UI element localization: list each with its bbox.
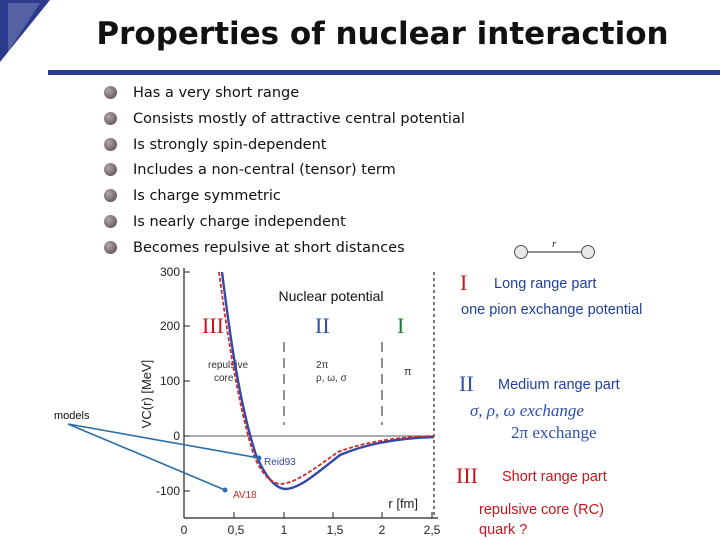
y-tick-label: 200 (159, 319, 180, 333)
part3-line2: quark ? (479, 522, 528, 538)
region-numeral-long: I (397, 313, 405, 338)
part3-line1: repulsive core (RC) (479, 502, 604, 518)
plot-caption: Nuclear potential (278, 288, 384, 304)
bullet-text: Includes a non-central (tensor) term (133, 162, 396, 179)
bullet-text: Becomes repulsive at short distances (133, 239, 405, 256)
bullet-text: Consists mostly of attractive central potential (133, 110, 465, 127)
bullet-text: Is charge symmetric (133, 188, 281, 205)
nucleon-icon (582, 246, 595, 259)
region-numeral-short: III (202, 313, 224, 338)
part2-line2: 2π exchange (511, 423, 597, 442)
y-tick-marks (184, 272, 190, 491)
x-tick-marks (184, 512, 432, 518)
x-tick-label: 0,5 (227, 523, 245, 537)
part2-heading: Medium range part (498, 377, 620, 393)
slide-title: Properties of nuclear interaction (96, 16, 669, 52)
part1-heading: Long range part (494, 276, 597, 292)
y-tick-label: 100 (159, 374, 180, 388)
pion-distance-label: r (552, 238, 557, 250)
region-numeral-medium: II (315, 313, 330, 338)
repulsive-core-label: repulsive (208, 360, 249, 371)
part1-numeral: I (460, 270, 468, 295)
long-range-label: π (404, 366, 412, 378)
models-arrow (68, 424, 225, 490)
x-tick-label: 2 (378, 523, 386, 537)
arrow-tip (257, 456, 262, 461)
x-tick-label: 0 (180, 523, 188, 537)
bullet-text: Is nearly charge independent (133, 213, 346, 230)
part3-numeral: III (456, 463, 478, 488)
y-tick-label: 0 (173, 429, 180, 443)
bullet-text: Is strongly spin-dependent (133, 136, 327, 153)
medium-range-label: ρ, ω, σ (316, 373, 347, 384)
arrow-tip (223, 488, 228, 493)
part1-desc: one pion exchange potential (461, 302, 643, 318)
part2-numeral: II (459, 371, 474, 396)
models-label: models (54, 410, 90, 422)
models-arrow (68, 424, 259, 458)
part2-line1: σ, ρ, ω exchange (470, 401, 584, 420)
bullet-text: Has a very short range (133, 85, 300, 101)
medium-range-label: 2π (316, 360, 329, 371)
nucleon-icon (515, 246, 528, 259)
repulsive-core-label: core (214, 373, 234, 384)
y-tick-label: -100 (155, 484, 180, 498)
x-tick-label: 1,5 (326, 523, 344, 537)
x-tick-label: 2,5 (423, 523, 441, 537)
y-tick-label: 300 (159, 265, 180, 279)
av18-label: AV18 (233, 490, 257, 501)
reid93-label: Reid93 (264, 457, 296, 468)
y-axis-title: VC(r) [MeV] (139, 359, 154, 429)
x-axis-title: r [fm] (388, 496, 418, 511)
x-tick-label: 1 (280, 523, 288, 537)
part3-heading: Short range part (502, 469, 607, 485)
